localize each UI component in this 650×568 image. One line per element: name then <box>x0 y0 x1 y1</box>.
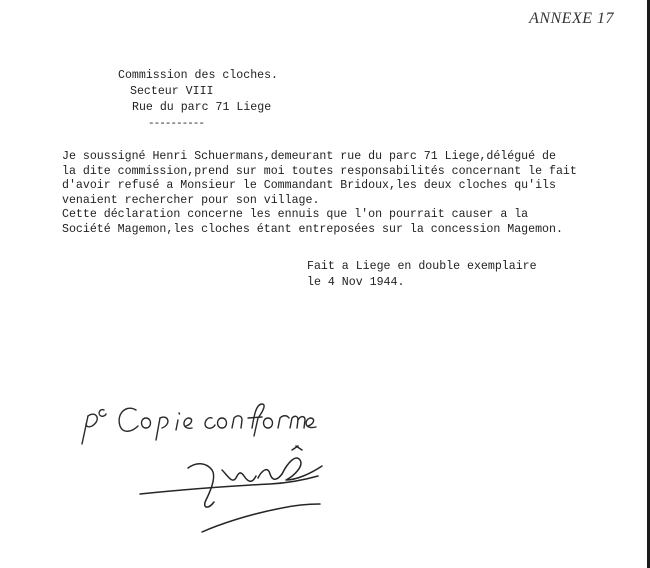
body-line: venaient rechercher pour son village. <box>62 193 320 207</box>
header-commission: Commission des cloches. <box>118 69 279 82</box>
header-rule: ---------- <box>148 118 205 130</box>
header-address: Rue du parc 71 Liege <box>132 101 272 114</box>
annexe-label: ANNEXE 17 <box>529 10 614 27</box>
signature-scribble <box>140 446 322 532</box>
body-line: la dite commission,prend sur moi toutes responsabilités concernant le fait <box>62 164 577 178</box>
body-line: Cette déclaration concerne les ennuis que l'on pourrait causer a la <box>62 208 529 221</box>
body-line: d'avoir refusé a Monsieur le Commandant Bridoux,les deux cloches qu'ils <box>62 179 556 192</box>
handwritten-copie-conforme <box>82 404 316 444</box>
closing-date: le 4 Nov 1944. <box>307 276 405 289</box>
closing-place: Fait a Liege en double exemplaire <box>307 260 537 273</box>
body-line: Société Magemon,les cloches étant entreposées sur la concession Magemon. <box>62 222 563 236</box>
header-sector: Secteur VIII <box>130 85 214 98</box>
body-line: Je soussigné Henri Schuermans,demeurant rue du parc 71 Liege,délégué de <box>62 150 556 163</box>
